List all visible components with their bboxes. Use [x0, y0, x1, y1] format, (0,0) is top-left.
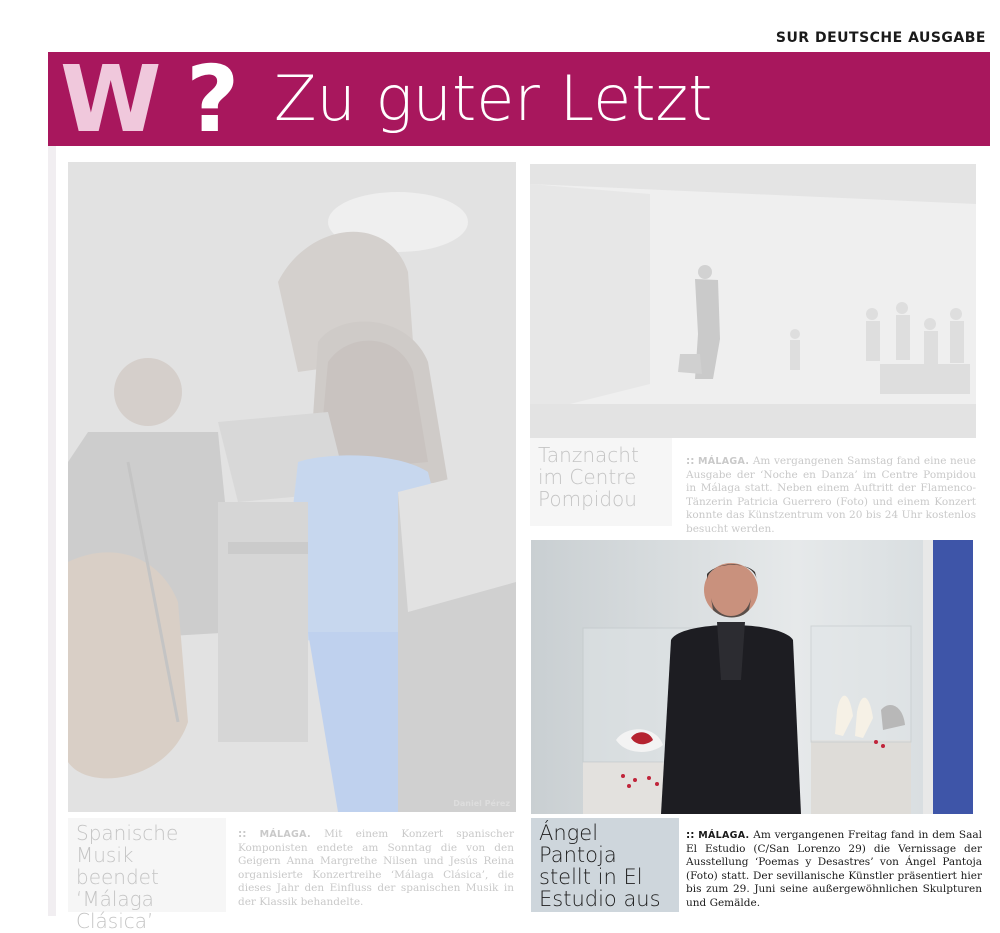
- banner-w-letter: W: [60, 46, 158, 153]
- pantoja-headline: Ángel Pantoja stellt in El Estudio aus: [531, 818, 679, 912]
- concert-photo: [68, 162, 516, 812]
- section-title: Zu guter Letzt: [274, 62, 713, 135]
- dateline: MÁLAGA.: [698, 830, 750, 841]
- article-marker: ::: [238, 828, 247, 840]
- tanz-headline: Tanznacht im Centre Pompidou: [530, 438, 672, 526]
- article-text: Am vergangenen Samstag fand eine neue Ausgabe der ‘Noche en Danza’ im Centre Pompidou in Málaga statt. Neben einem Auftritt der Flamenco-Tänzerin Patricia Guerrero (Foto) und einem Konzert konnte das Künstzentrum von 20 bis 24 Uhr kostenlos besucht werden.: [686, 455, 977, 535]
- dance-photo-image: [530, 164, 976, 438]
- dateline: MÁLAGA.: [698, 456, 750, 467]
- concert-photo-image: [68, 162, 516, 812]
- edition-label: SUR DEUTSCHE AUSGABE: [775, 30, 986, 46]
- article-text: Am vergangenen Freitag fand in dem Saal El Estudio (C/San Lorenzo 29) die Vernissage der Ausstellung ‘Poemas y Desastres’ von Ángel Pantoja (Foto) statt. Der sevillanische Künstler präsentiert hier bis zum 29. Juni seine außergewöhnlichen Skulpturen und Gemälde.: [686, 829, 982, 909]
- music-article-body: [238, 828, 514, 910]
- banner-question-mark: ?: [186, 46, 240, 153]
- article-marker: ::: [686, 829, 695, 841]
- page-frame: [48, 146, 56, 916]
- section-banner: [48, 46, 990, 153]
- article-text: Mit einem Konzert spanischer Komponisten endete am Sonntag die von den Geigern Anna Margrethe Nilsen und Jesús Reina organisierte Konzertreihe ‘Málaga Clásica’, die dieses Jahr den Einfluss der spanischen Musik in der Klassik behandelte.: [238, 828, 515, 908]
- pantoja-photo-image: [531, 540, 973, 814]
- pantoja-photo: [531, 540, 973, 814]
- tanz-article-body: [686, 455, 976, 537]
- dateline: MÁLAGA.: [259, 829, 311, 840]
- article-marker: ::: [686, 455, 695, 467]
- photo-credit: Daniel Pérez: [453, 799, 510, 808]
- music-headline: Spanische Musik beendet ‘Málaga Clásica’: [68, 818, 226, 912]
- dance-photo: [530, 164, 976, 438]
- pantoja-article-body: [686, 829, 982, 911]
